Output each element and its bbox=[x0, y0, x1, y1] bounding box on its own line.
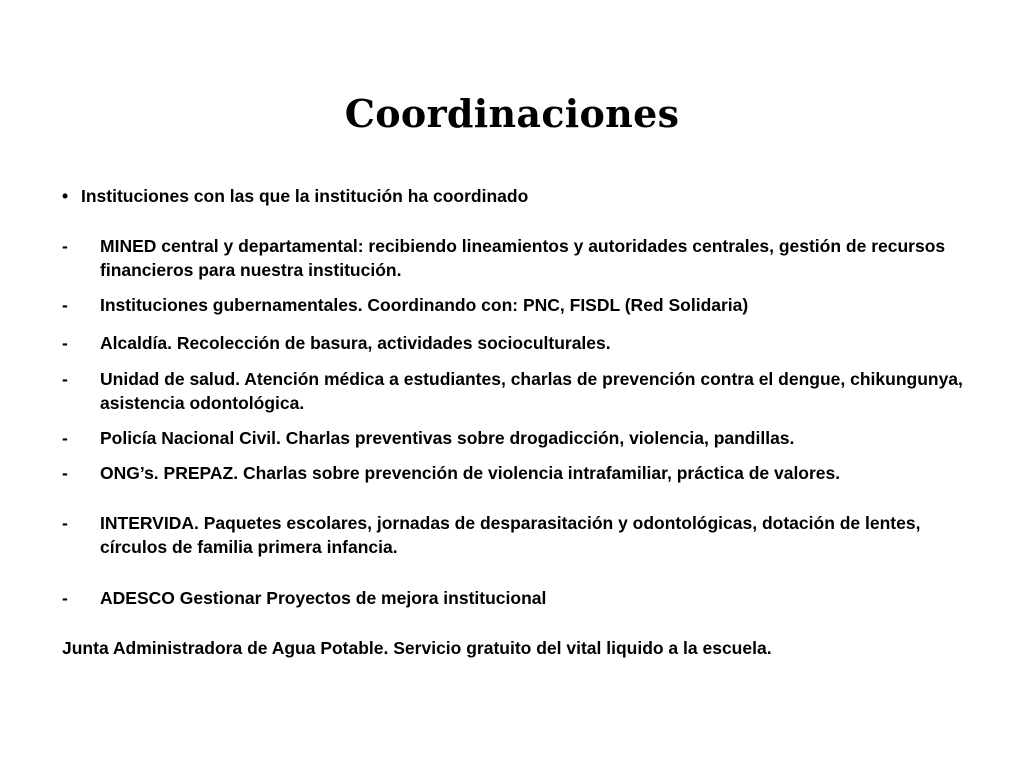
bullet-icon: • bbox=[62, 186, 69, 206]
list-item-text: Unidad de salud. Atención médica a estudiantes, charlas de prevención contra el dengue, chikungunya, asistencia odontológica. bbox=[100, 369, 963, 413]
list-item-text: ADESCO Gestionar Proyectos de mejora institucional bbox=[100, 588, 547, 608]
dash-marker: - bbox=[62, 295, 68, 315]
footer-text: Junta Administradora de Agua Potable. Servicio gratuito del vital liquido a la escuela. bbox=[62, 638, 772, 658]
dash-marker: - bbox=[62, 513, 68, 533]
dash-marker: - bbox=[62, 588, 68, 608]
list-item-text: MINED central y departamental: recibiendo lineamientos y autoridades centrales, gestión de recursos financieros para nuestra institución. bbox=[100, 236, 946, 280]
list-item-text: Instituciones gubernamentales. Coordinando con: PNC, FISDL (Red Solidaria) bbox=[100, 295, 749, 315]
dash-marker: - bbox=[62, 333, 68, 353]
dash-marker: - bbox=[62, 236, 68, 256]
list-item-text: ONG’s. PREPAZ. Charlas sobre prevención de violencia intrafamiliar, práctica de valores. bbox=[100, 463, 841, 483]
list-item-text: INTERVIDA. Paquetes escolares, jornadas de desparasitación y odontológicas, dotación de lentes, círculos de familia primera infancia. bbox=[100, 513, 921, 557]
list-item-text: Policía Nacional Civil. Charlas preventivas sobre drogadicción, violencia, pandillas. bbox=[100, 428, 795, 448]
dash-marker: - bbox=[62, 463, 68, 483]
list-item-text: Alcaldía. Recolección de basura, actividades socioculturales. bbox=[100, 333, 611, 353]
dash-marker: - bbox=[62, 428, 68, 448]
dash-marker: - bbox=[62, 369, 68, 389]
slide-title: Coordinaciones bbox=[344, 91, 680, 136]
intro-bullet-text: Instituciones con las que la institución ha coordinado bbox=[81, 186, 529, 206]
